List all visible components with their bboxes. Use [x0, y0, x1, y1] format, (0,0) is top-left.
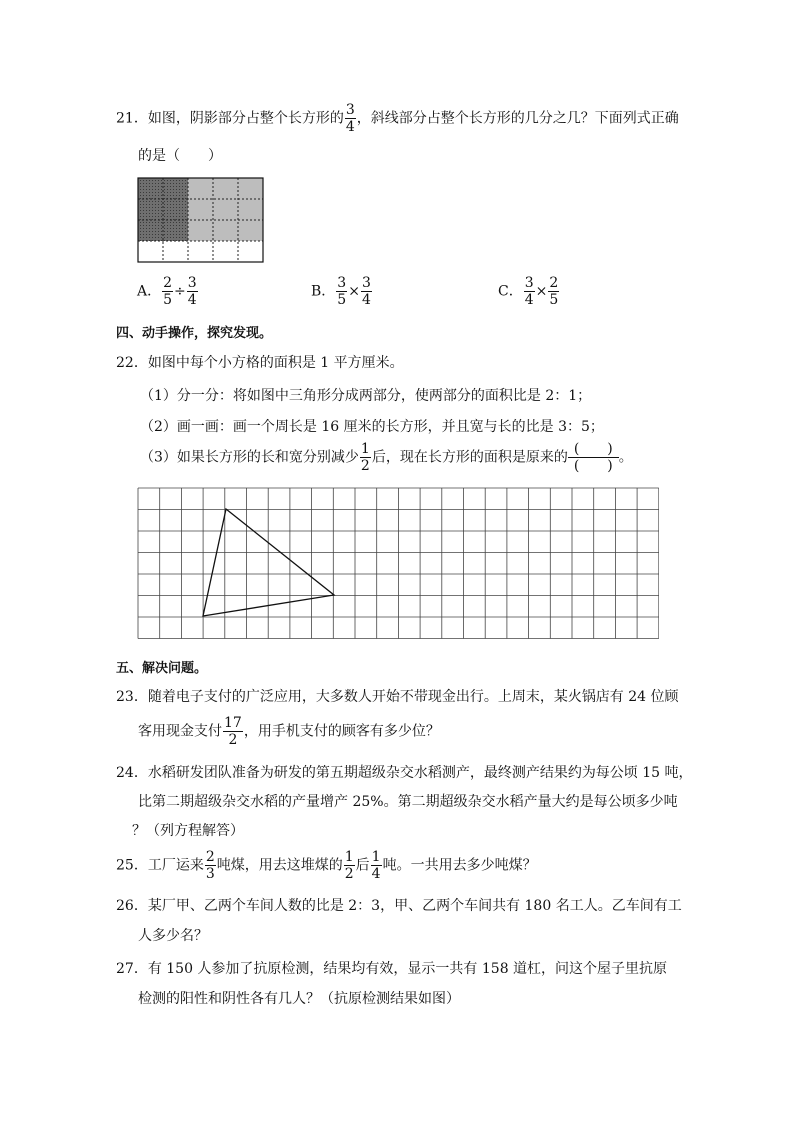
q27-line2: 检测的阳性和阴性各有几人？（抗原检测结果如图）	[138, 991, 460, 1007]
q25-line: 25．工厂运来 $\frac{2}{3}$ 吨煤，用去这堆煤的 $\frac{1}{2}$ 后 $\frac{1}{4}$ 吨。一共用去多少吨煤？	[116, 849, 537, 882]
q21-line2: 的是（ ）	[138, 148, 222, 164]
q23-line1: 23．随着电子支付的广泛应用，大多数人开始不带现金出行。上周末，某火锅店有 24 位顾	[116, 689, 679, 705]
q21-option-a: A． $\frac{2}{5}$ ÷ $\frac{3}{4}$	[137, 275, 197, 308]
q22-part1: （1）分一分：将如图中三角形分成两部分，使两部分的面积比是 2：1；	[140, 388, 592, 404]
q22-part3: （3）如果长方形的长和宽分别减少 $\frac{1}{2}$ 后，现在长方形的面积是原来的 $\frac{( )}{( )}$ 。	[140, 441, 633, 474]
q21-option-b: B． $\frac{3}{5}$ × $\frac{3}{4}$	[311, 275, 371, 308]
q21-rectangle-figure	[137, 177, 265, 263]
q24-line3: ？（列方程解答）	[132, 823, 244, 839]
q27-line1: 27．有 150 人参加了抗原检测，结果均有效，显示一共有 158 道杠，问这个屋子里抗原	[116, 961, 668, 977]
q22-stem: 22．如图中每个小方格的面积是 1 平方厘米。	[116, 355, 404, 371]
q24-line1: 24．水稻研发团队准备为研发的第五期超级杂交水稻测产，最终测产结果约为每公顷 15 吨，	[116, 765, 693, 781]
section-heading-4: 四、动手操作，探究发现。	[116, 326, 273, 341]
answer-blank-fraction: $\frac{( )}{( )}$	[568, 442, 619, 473]
q21-option-c: C． $\frac{3}{4}$ × $\frac{2}{5}$	[498, 275, 559, 308]
q21-fraction: $\frac{3}{4}$	[345, 102, 355, 135]
q22-grid-figure	[137, 487, 659, 639]
q26-line2: 人多少名？	[138, 928, 208, 944]
q23-line2: 客用现金支付 $\frac{17}{2}$ ，用手机支付的顾客有多少位？	[138, 715, 440, 748]
section-heading-5: 五、解决问题。	[116, 661, 208, 676]
q22-part2: （2）画一画：画一个周长是 16 厘米的长方形，并且宽与长的比是 3：5；	[140, 419, 604, 435]
q21-line1: 21．如图，阴影部分占整个长方形的 $\frac{3}{4}$ ，斜线部分占整个长方形的几分之几？下面列式正确	[116, 102, 679, 135]
q24-line2: 比第二期超级杂交水稻的产量增产 25%。第二期超级杂交水稻产量大约是每公顷多少吨	[138, 794, 678, 810]
q26-line1: 26．某厂甲、乙两个车间人数的比是 2：3，甲、乙两个车间共有 180 名工人。乙车间有工	[116, 898, 682, 914]
